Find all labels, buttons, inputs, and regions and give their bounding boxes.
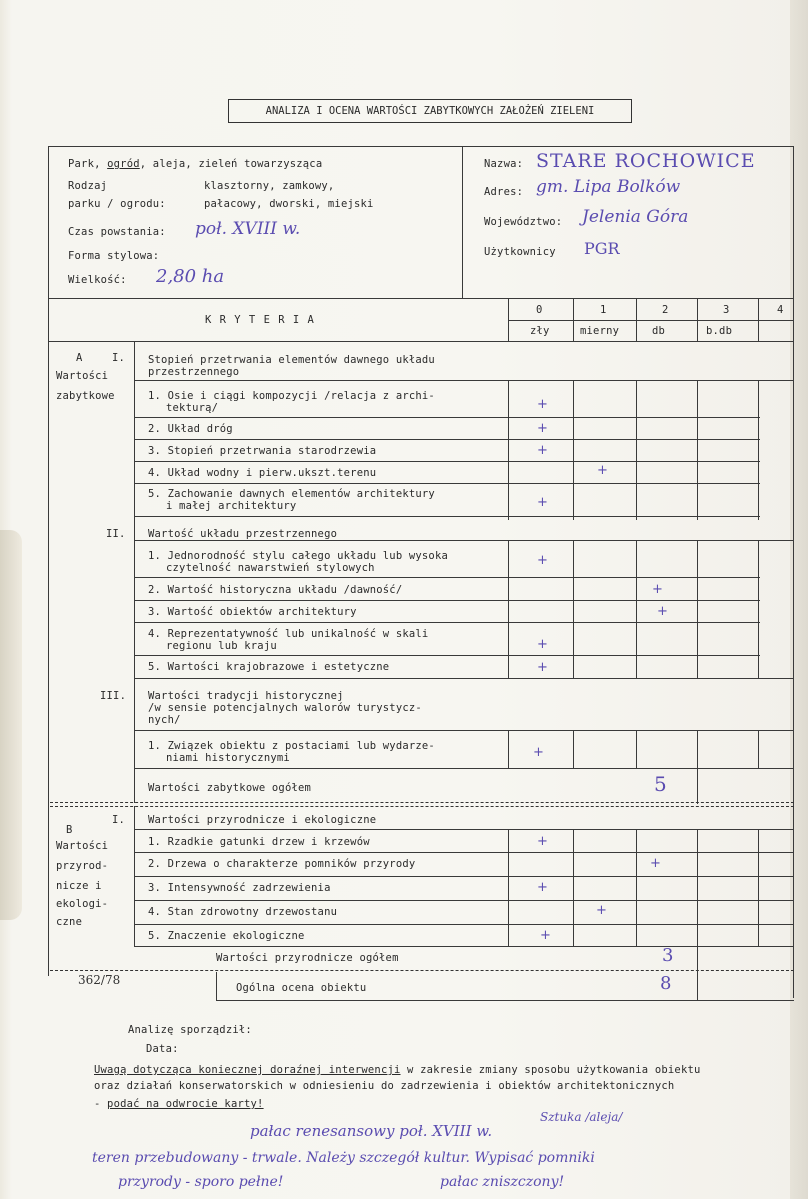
criterion-a3-1-l2: niami historycznymi [166, 752, 290, 764]
grid-col-0 [508, 540, 509, 678]
row-line [134, 900, 794, 901]
grid-col-4-head [758, 298, 759, 341]
note-2: teren przebudowany - trwale. Należy szczegół kultur. Wypisać pomniki [92, 1150, 595, 1166]
section-a-label-1: Wartości [56, 370, 109, 382]
forma-label: Forma stylowa: [68, 250, 160, 262]
criterion-a2-5: 5. Wartości krajobrazowe i estetyczne [148, 661, 390, 673]
mark-a1-5: + [537, 495, 548, 510]
mark-b-5: + [540, 928, 551, 943]
note-3: przyrody - sporo pełne! [118, 1174, 284, 1190]
grid-col-4 [758, 540, 759, 678]
note-1: pałac renesansowy poł. XVIII w. [250, 1122, 493, 1140]
grid-col-2 [636, 540, 637, 678]
mark-b-1: + [537, 834, 548, 849]
criterion-a1-2: 2. Układ dróg [148, 423, 233, 435]
data-label: Data: [146, 1043, 179, 1055]
parku-label: parku / ogrodu: [68, 198, 166, 210]
mark-a2-1: + [537, 553, 548, 568]
mark-a1-1: + [537, 397, 548, 412]
row-line [134, 924, 794, 925]
row-line [134, 768, 794, 769]
criterion-b-4: 4. Stan zdrowotny drzewostanu [148, 906, 338, 918]
criterion-a2-3: 3. Wartość obiektów architektury [148, 606, 357, 618]
section-b-roman: I. [112, 814, 126, 826]
header-bottom [48, 298, 794, 299]
mark-a2-5: + [537, 660, 548, 675]
grid-col-2 [636, 730, 637, 768]
grid-col-4 [758, 380, 759, 520]
criteria-header-bottom [48, 341, 794, 342]
criterion-b-5: 5. Znaczenie ekologiczne [148, 930, 305, 942]
grid-col-3-head [697, 298, 698, 341]
criterion-a2-1-l1: 1. Jednorodność stylu całego układu lub wysoka [148, 550, 448, 562]
section-a-roman-1: I. [112, 352, 126, 364]
section-b-letter: B [66, 824, 73, 836]
overall-label: Ogólna ocena obiektu [236, 982, 367, 994]
col-3-name: b.db [706, 325, 733, 337]
rodzaj-values-1: klasztorny, zamkowy, [204, 180, 335, 192]
criterion-a1-5-l2: i małej architektury [166, 500, 297, 512]
criteria-header-mid [508, 320, 794, 321]
grid-col-3 [697, 380, 698, 520]
row-line [134, 876, 794, 877]
frame-top [48, 146, 794, 147]
col-4-num: 4 [777, 304, 784, 316]
grid-col-0 [508, 730, 509, 768]
frame-left [48, 146, 49, 976]
section-separator-2 [50, 806, 794, 807]
section-separator [50, 802, 794, 803]
overall-divider [697, 946, 698, 1000]
total-b-label: Wartości przyrodnicze ogółem [216, 952, 399, 964]
mark-a1-3: + [537, 443, 548, 458]
mark-a1-4: + [597, 463, 608, 478]
col-2-num: 2 [662, 304, 669, 316]
mark-b-4: + [596, 903, 607, 918]
row-line [134, 380, 794, 381]
wielkosc-label: Wielkość: [68, 274, 127, 286]
row-line [134, 946, 794, 947]
note-1b: Sztuka /aleja/ [540, 1110, 623, 1124]
document-title [228, 99, 632, 123]
criterion-a2-1-l2: czytelność nawarstwień stylowych [166, 562, 375, 574]
criterion-a1-5-l1: 5. Zachowanie dawnych elementów architektury [148, 488, 435, 500]
group-a2-title: Wartość układu przestrzennego [148, 528, 338, 540]
row-line [134, 516, 760, 517]
col-0-num: 0 [536, 304, 543, 316]
criterion-a1-3: 3. Stopień przetrwania starodrzewia [148, 445, 377, 457]
criterion-b-1: 1. Rzadkie gatunki drzew i krzewów [148, 836, 370, 848]
wielkosc-value: 2,80 ha [156, 266, 225, 287]
col-3-num: 3 [723, 304, 730, 316]
row-line [134, 678, 794, 679]
totals-separator [50, 970, 794, 971]
row-line [134, 655, 760, 656]
grid-col-2 [636, 380, 637, 520]
row-line [134, 852, 794, 853]
grid-col-1 [573, 540, 574, 678]
grid-col-0 [508, 829, 509, 946]
section-b-label-5: czne [56, 916, 83, 928]
total-a-label: Wartości zabytkowe ogółem [148, 782, 312, 794]
row-line [134, 439, 760, 440]
row-line [134, 483, 760, 484]
row-line [134, 600, 760, 601]
mark-b-3: + [537, 880, 548, 895]
section-b-label-2: przyrod- [56, 860, 109, 872]
grid-col-4 [758, 730, 759, 768]
grid-col-2 [636, 829, 637, 946]
title-text: ANALIZA I OCENA WARTOŚCI ZABYTKOWYCH ZAŁOŻEŃ ZIELENI [265, 105, 595, 117]
note-3b: pałac zniszczony! [440, 1174, 565, 1190]
mark-a2-2: + [652, 582, 663, 597]
criterion-a2-4-l2: regionu lub kraju [166, 640, 277, 652]
uzytkownicy-label: Użytkownicy [484, 246, 556, 258]
uwaga-line-3: - podać na odwrocie karty! [94, 1098, 264, 1110]
kryteria-label: K R Y T E R I A [205, 314, 315, 326]
overall-left [216, 972, 217, 1000]
rodzaj-values-2: pałacowy, dworski, miejski [204, 198, 374, 210]
grid-col-1 [573, 829, 574, 946]
col-1-name: mierny [580, 325, 620, 337]
group-a1-title-1: Stopień przetrwania elementów dawnego układu [148, 354, 435, 366]
wojewodztwo-label: Województwo: [484, 216, 563, 228]
col-1-num: 1 [600, 304, 607, 316]
total-a-value: 5 [654, 772, 667, 796]
label-col-line-a [134, 341, 135, 803]
col-2-name: db [652, 325, 666, 337]
row-line [134, 577, 760, 578]
section-b-label-3: nicze i [56, 880, 102, 892]
analiza-label: Analizę sporządził: [128, 1024, 252, 1036]
mark-a2-4: + [537, 637, 548, 652]
criterion-b-2: 2. Drzewa o charakterze pomników przyrody [148, 858, 416, 870]
adres-value: gm. Lipa Bolków [536, 177, 681, 197]
section-a-letter: A [76, 352, 83, 364]
row-line [134, 540, 794, 541]
section-b-label-1: Wartości [56, 840, 109, 852]
uzytkownicy-value: PGR [584, 239, 620, 258]
criterion-a3-1-l1: 1. Związek obiektu z postaciami lub wydarze- [148, 740, 435, 752]
object-type-line: Park, ogród, aleja, zieleń towarzysząca [68, 158, 323, 170]
header-divider [462, 146, 463, 298]
section-b-label-4: ekologi- [56, 898, 109, 910]
grid-col-4 [758, 829, 759, 946]
row-line [134, 461, 760, 462]
czas-label: Czas powstania: [68, 226, 166, 238]
nazwa-label: Nazwa: [484, 158, 524, 170]
grid-col-1 [573, 730, 574, 768]
overall-value: 8 [660, 973, 672, 994]
criterion-a2-4-l1: 4. Reprezentatywność lub unikalność w skali [148, 628, 429, 640]
grid-col-3 [697, 829, 698, 946]
mark-b-2: + [650, 856, 661, 871]
row-line [134, 622, 760, 623]
grid-col-3 [697, 730, 698, 768]
mark-a1-2: + [537, 421, 548, 436]
paper-fold [0, 530, 22, 920]
grid-col-2-head [636, 298, 637, 341]
criterion-b-3: 3. Intensywność zadrzewienia [148, 882, 331, 894]
rodzaj-label: Rodzaj [68, 180, 108, 192]
criterion-a2-2: 2. Wartość historyczna układu /dawność/ [148, 584, 403, 596]
criterion-a1-4: 4. Układ wodny i pierw.ukszt.terenu [148, 467, 377, 479]
grid-col-3 [697, 540, 698, 678]
group-a3-title-2: /w sensie potencjalnych walorów turystycz- [148, 702, 422, 714]
grid-col-1-head [573, 298, 574, 341]
reference-number: 362/78 [78, 973, 121, 987]
uwaga-line-1: Uwagą dotycząca koniecznej doraźnej interwencji w zakresie zmiany sposobu użytkowania obiektu [94, 1064, 701, 1076]
total-a-divider [697, 768, 698, 804]
section-a-roman-3: III. [100, 690, 127, 702]
uwaga-line-2: oraz działań konserwatorskich w odniesieniu do zadrzewienia i obiektów architektonicznych [94, 1080, 675, 1092]
overall-bottom [216, 1000, 794, 1001]
section-b-title: Wartości przyrodnicze i ekologiczne [148, 814, 377, 826]
adres-label: Adres: [484, 186, 524, 198]
section-a-roman-2: II. [106, 528, 126, 540]
group-a3-title-3: nych/ [148, 714, 181, 726]
col-0-name: zły [530, 325, 550, 337]
section-a-label-2: zabytkowe [56, 390, 115, 402]
grid-col-1 [573, 380, 574, 520]
wojewodztwo-value: Jelenia Góra [582, 207, 689, 227]
group-a3-title-1: Wartości tradycji historycznej [148, 690, 344, 702]
row-line [134, 417, 760, 418]
row-line [134, 730, 794, 731]
grid-col-0 [508, 380, 509, 520]
nazwa-value: STARE ROCHOWICE [536, 150, 756, 172]
row-line [134, 829, 794, 830]
mark-a3-1: + [533, 745, 544, 760]
mark-a2-3: + [657, 604, 668, 619]
group-a1-title-2: przestrzennego [148, 366, 240, 378]
total-b-value: 3 [662, 945, 674, 966]
grid-col-0-head [508, 298, 509, 341]
frame-right [793, 146, 794, 998]
criterion-a1-1-l1: 1. Osie i ciągi kompozycji /relacja z archi- [148, 390, 435, 402]
criterion-a1-1-l2: tekturą/ [166, 402, 219, 414]
czas-value: poł. XVIII w. [195, 219, 301, 239]
